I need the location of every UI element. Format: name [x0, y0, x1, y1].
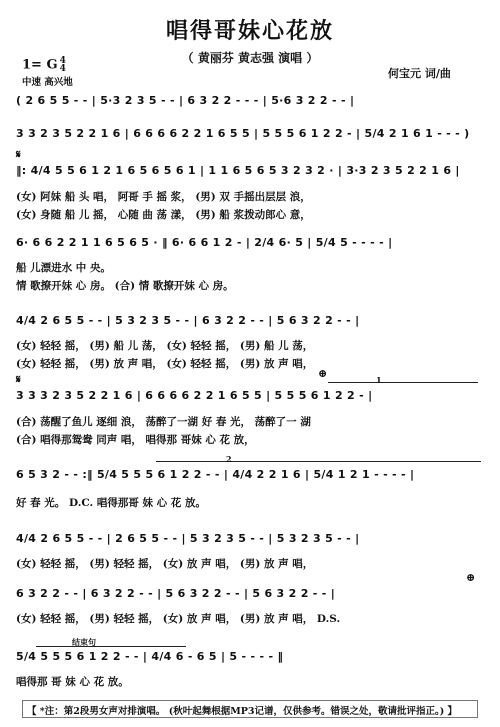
score-row-4	[16, 236, 484, 300]
notation-line: 3 3 3 2 3 5 2 2 1 6 | 6 6 6 6 2 2 1 6 5 5 | 5 5 5 6 1 2 2 - |	[16, 389, 373, 402]
coda-marker: ⊕	[466, 571, 476, 584]
page-title: 唱得哥妹心花放	[165, 18, 334, 44]
notation-line: 5/4 5 5 5 6 1 2 2 - - | 4/4 6 - 6 5 | 5 - - - - ‖	[16, 650, 284, 663]
notation-line: ‖: 4/4 5 5 6 1 2 1 6 5 6 5 6 1 | 1 1 6 5 6 5 3 2 3 2 · | 3·3 2 3 5 2 2 1 6 |	[16, 164, 460, 177]
lyric-line-1: (女) 阿妹 船 头 唱， 阿哥 手 摇 浆， (男) 双 手摇出层层 浪，	[16, 191, 311, 203]
second-ending-bracket	[156, 461, 481, 462]
score-row-1	[16, 94, 484, 118]
lyric-line-1: (女) 轻轻 摇， (男) 船 儿 荡， (女) 轻轻 摇， (男) 船 儿 荡，	[16, 340, 314, 352]
closing-phrase-bracket	[36, 646, 186, 647]
score-row-7	[16, 454, 484, 512]
score-row-2	[16, 127, 484, 151]
footnote: 【 *注：第2段男女声对排演唱。 (秋叶起舞根据MP3记谱，仅供参考。错误之处，敬请批评指正。) 】	[22, 700, 478, 718]
first-ending-bracket	[328, 382, 478, 383]
coda-marker: ⊕	[318, 367, 328, 380]
score-row-8	[16, 532, 484, 578]
key-label: 1= G	[22, 57, 58, 73]
lyric-line-2: 情 歌撩开妹 心 房。 (合) 情 歌撩开妹 心 房。	[16, 280, 234, 292]
lyric-line-1: (合) 荡醒了鱼儿 逐细 浪， 荡醉了一湖 好 春 光， 荡醉了一 湖	[16, 416, 311, 428]
key-signature	[22, 57, 66, 73]
notation-line: 6· 6 6 2 2 1 1 6 5 6 5 · ‖ 6· 6 6 1 2 - | 2/4 6· 5 | 5/4 5 - - - - |	[16, 236, 393, 249]
notation-line: 4/4 2 6 5 5 - - | 2 6 5 5 - - | 5 3 2 3 5 - - | 5 3 2 3 5 - - |	[16, 532, 360, 545]
score-row-6	[16, 367, 484, 455]
segno-marker: 𝄋	[16, 373, 21, 386]
time-sig-bottom: 4	[59, 64, 66, 74]
notation-line: 3 3 2 3 5 2 2 1 6 | 6 6 6 6 2 2 1 6 5 5 | 5 5 5 6 1 2 2 - | 5/4 2 1 6 1 - - - )	[16, 127, 470, 140]
performers-subtitle: （ 黄丽芬 黄志强 演唱 ）	[181, 51, 319, 65]
lyric-line-1: 好 春 光。 D.C. 唱得那哥 妹 心 花 放。	[16, 497, 206, 509]
notation-line: 4/4 2 6 5 5 - - | 5 3 2 3 5 - - | 6 3 2 2 - - | 5 6 3 2 2 - - |	[16, 314, 360, 327]
tempo-marking: 中速 高兴地	[22, 77, 73, 88]
lyric-line-2: (女) 身随 船 儿 摇， 心随 曲 荡 漾， (男) 船 浆拨动郎心 意，	[16, 209, 311, 221]
time-sig-top: 4	[59, 56, 66, 66]
time-signature	[60, 57, 66, 73]
score-row-3	[16, 148, 484, 228]
lyric-line-1: (女) 轻轻 摇， (男) 轻轻 摇， (女) 放 声 唱， (男) 放 声 唱， D.S.	[16, 613, 341, 625]
lyric-line-2: (合) 唱得那鸳鸯 同声 唱， 唱得那 哥妹 心 花 放，	[16, 434, 255, 446]
second-ending-number: 2	[226, 454, 232, 464]
lyric-line-1: 船 儿漂进水 中 央。	[16, 262, 111, 274]
notation-line: 6 5 3 2 - - :‖ 5/4 5 5 5 6 1 2 2 - - | 4/4 2 2 1 6 | 5/4 1 2 1 - - - - |	[16, 468, 415, 481]
first-ending-number: 1	[376, 375, 382, 385]
score-row-5	[16, 314, 484, 378]
notation-line: 6 3 2 2 - - | 6 3 2 2 - - | 5 6 3 2 2 - - | 5 6 3 2 2 - - |	[16, 587, 336, 600]
lyricist-composer-credit: 何宝元 词/曲	[388, 67, 451, 80]
lyric-line-1: 唱得那 哥 妹 心 花 放。	[16, 676, 129, 688]
score-row-10	[16, 637, 484, 694]
lyric-line-1: (女) 轻轻 摇， (男) 轻轻 摇， (女) 放 声 唱， (男) 放 声 唱，	[16, 558, 314, 570]
closing-phrase-label: 结束句	[72, 637, 96, 647]
lyric-line-2: (女) 轻轻 摇， (男) 放 声 唱， (女) 轻轻 摇， (男) 放 声 唱，	[16, 358, 314, 370]
score-row-9	[16, 571, 484, 633]
notation-line: ( 2 6 5 5 - - | 5·3 2 3 5 - - | 6 3 2 2 - - - | 5·6 3 2 2 - - |	[16, 94, 355, 107]
segno-marker: 𝄋	[16, 148, 21, 161]
